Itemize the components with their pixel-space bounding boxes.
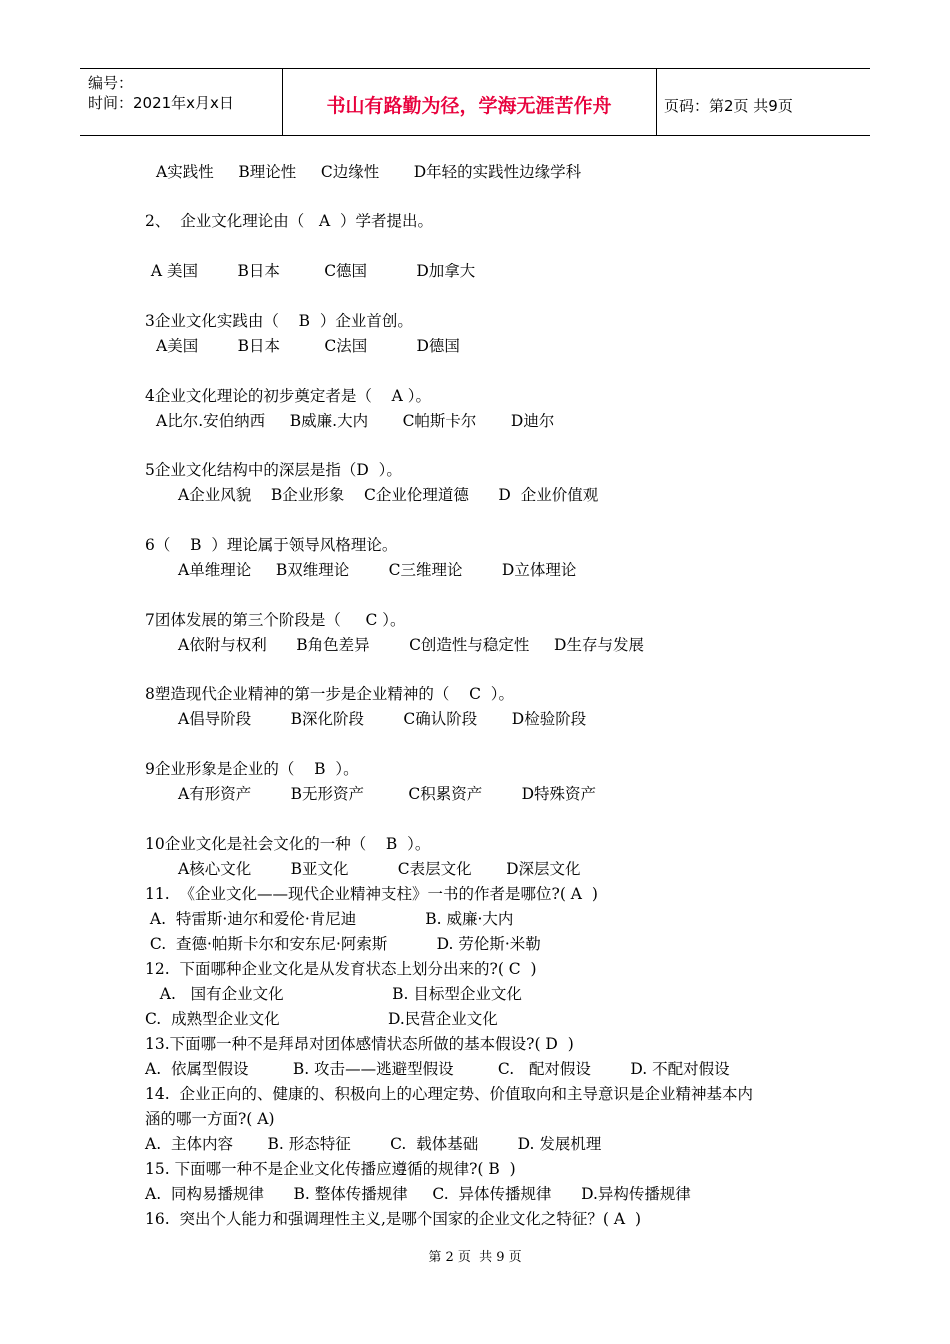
serial-label: 编号： [88, 74, 134, 92]
options-line: A. 依属型假设 B. 攻击——逃避型假设 C. 配对假设 D. 不配对假设 [145, 1060, 730, 1078]
options-line: A. 国有企业文化 B. 目标型企业文化 [145, 985, 522, 1003]
header-bottom-rule [80, 135, 870, 136]
question-line: 15. 下面哪一种不是企业文化传播应遵循的规律?( B ) [145, 1160, 516, 1178]
question-line: 8塑造现代企业精神的第一步是企业精神的（ C ）。 [145, 685, 515, 703]
question-line: 5企业文化结构中的深层是指（D ）。 [145, 461, 402, 479]
question-line: 6（ B ）理论属于领导风格理论。 [145, 536, 398, 554]
options-line: A核心文化 B亚文化 C表层文化 D深层文化 [178, 860, 581, 878]
options-line: C. 查德·帕斯卡尔和安东尼·阿索斯 D. 劳伦斯·米勒 [145, 935, 541, 953]
options-line: A有形资产 B无形资产 C积累资产 D特殊资产 [178, 785, 597, 803]
page-label: 页码：第2页 共9页 [664, 97, 793, 115]
page-footer: 第 2 页 共 9 页 [428, 1250, 522, 1265]
question-line: 14. 企业正向的、健康的、积极向上的心理定势、价值取向和主导意识是企业精神基本内 [145, 1085, 754, 1103]
options-line: A 美国 B日本 C德国 D加拿大 [146, 262, 476, 280]
options-line: A倡导阶段 B深化阶段 C确认阶段 D检验阶段 [178, 710, 587, 728]
options-line: A实践性 B理论性 C边缘性 D年轻的实践性边缘学科 [156, 163, 582, 181]
options-line: A企业风貌 B企业形象 C企业伦理道德 D 企业价值观 [178, 486, 599, 504]
question-line: 9企业形象是企业的（ B ）。 [145, 760, 359, 778]
options-line: A. 同构易播规律 B. 整体传播规律 C. 异体传播规律 D.异构传播规律 [145, 1185, 691, 1203]
question-line-continued: 涵的哪一方面?( A) [145, 1110, 275, 1128]
header-divider-right [656, 68, 657, 135]
options-line: A美国 B日本 C法国 D德国 [156, 337, 460, 355]
options-line: A. 特雷斯·迪尔和爱伦·肯尼迪 B. 威廉·大内 [145, 910, 514, 928]
question-line: 10企业文化是社会文化的一种（ B ）。 [145, 835, 431, 853]
question-line: 11. 《企业文化——现代企业精神支柱》一书的作者是哪位?( A ) [145, 885, 598, 903]
options-line: C. 成熟型企业文化 D.民营企业文化 [145, 1010, 498, 1028]
question-line: 12. 下面哪种企业文化是从发育状态上划分出来的?( C ) [145, 960, 537, 978]
header-motto: 书山有路勤为径，学海无涯苦作舟 [326, 95, 612, 117]
options-line: A比尔.安伯纳西 B威廉.大内 C帕斯卡尔 D迪尔 [156, 412, 555, 430]
question-line: 13.下面哪一种不是拜昂对团体感情状态所做的基本假设?( D ) [145, 1035, 574, 1053]
header-top-rule [80, 68, 870, 69]
question-line: 2、 企业文化理论由（ A ）学者提出。 [145, 212, 434, 230]
question-line: 16. 突出个人能力和强调理性主义,是哪个国家的企业文化之特征？( A ) [145, 1210, 642, 1228]
question-line: 4企业文化理论的初步奠定者是（ A ）。 [145, 387, 431, 405]
time-label: 时间：2021年x月x日 [88, 94, 234, 112]
question-line: 7团体发展的第三个阶段是（ C ）。 [145, 611, 406, 629]
options-line: A. 主体内容 B. 形态特征 C. 载体基础 D. 发展机理 [145, 1135, 602, 1153]
question-line: 3企业文化实践由（ B ）企业首创。 [145, 312, 413, 330]
options-line: A单维理论 B双维理论 C三维理论 D立体理论 [178, 561, 577, 579]
options-line: A依附与权利 B角色差异 C创造性与稳定性 D生存与发展 [178, 636, 644, 654]
